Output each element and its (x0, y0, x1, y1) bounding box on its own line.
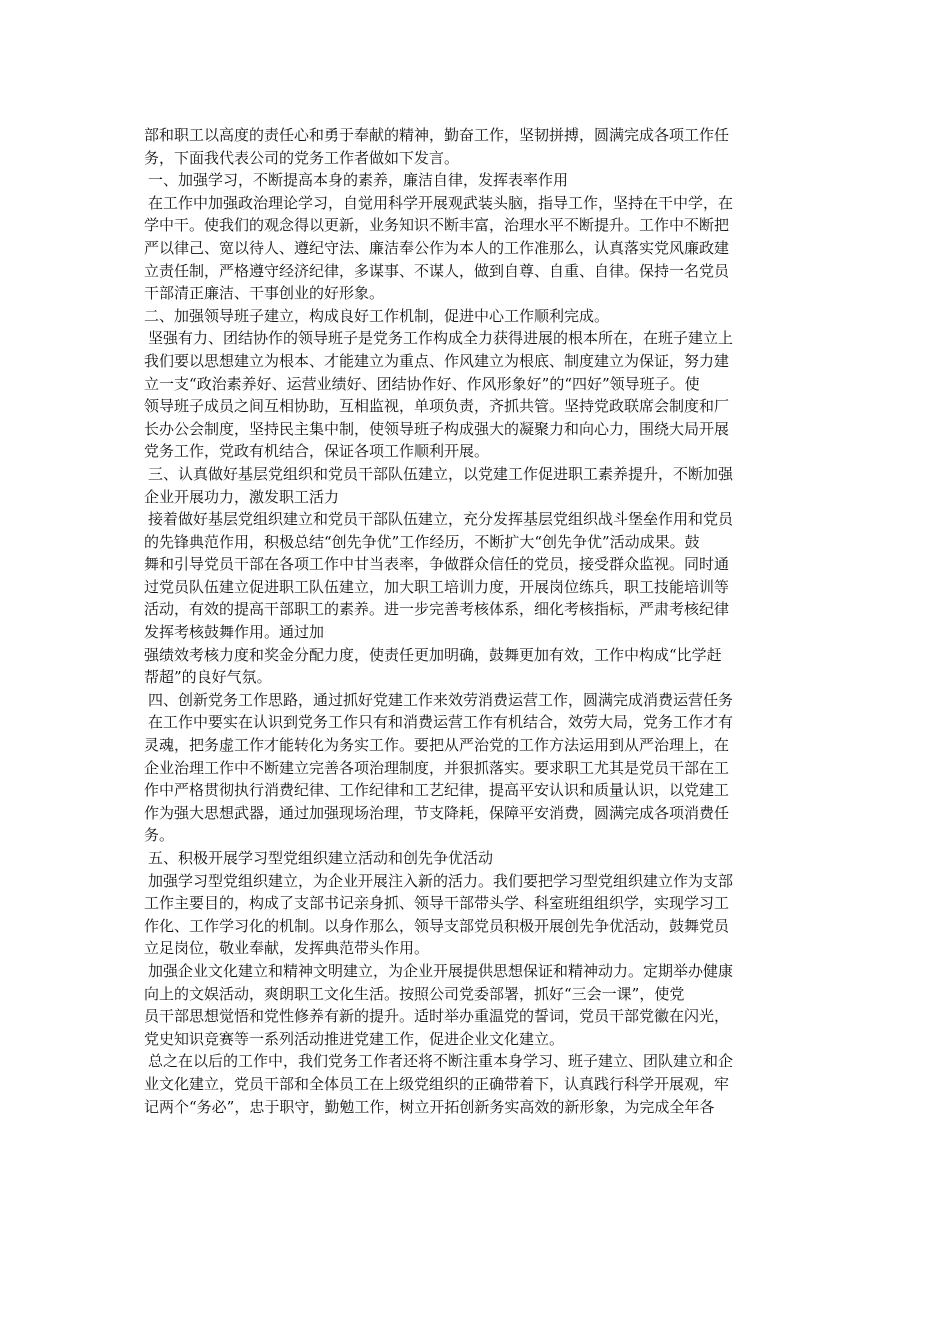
document-body (144, 124, 814, 1118)
text-line: 的先锋典范作用，积极总结“创先争优”工作经历，不断扩大“创先争优”活动成果。鼓 (144, 532, 700, 551)
text-line: 三、认真做好基层党组织和党员干部队伍建立，以党建工作促进职工素养提升，不断加强 (148, 464, 734, 483)
text-line: 活动，有效的提高干部职工的素养。进一步完善考核体系，细化考核指标，严肃考核纪律 (144, 600, 730, 619)
text-line: 立责任制，严格遵守经济纪律，多谋事、不谋人，做到自尊、自重、自律。保持一名党员 (144, 261, 730, 280)
text-line: 干部清正廉洁、干事创业的好形象。 (144, 284, 385, 303)
text-line: 加强学习型党组织建立，为企业开展注入新的活力。我们要把学习型党组织建立作为支部 (148, 871, 734, 890)
text-line: 领导班子成员之间互相协助，互相监视，单项负责，齐抓共管。坚持党政联席会制度和厂 (144, 397, 730, 416)
text-line: 作化、工作学习化的机制。以身作那么，领导支部党员积极开展创先争优活动，鼓舞党员 (144, 916, 730, 935)
text-line: 在工作中要实在认识到党务工作只有和消费运营工作有机结合，效劳大局，党务工作才有 (148, 713, 734, 732)
text-line: 工作主要目的，构成了支部书记亲身抓、领导干部带头学、科室班组组织学，实现学习工 (144, 894, 730, 913)
text-line: 向上的文娱活动，爽朗职工文化生活。按照公司党委部署，抓好“三会一课”，使党 (144, 984, 685, 1003)
text-line: 作中严格贯彻执行消费纪律、工作纪律和工艺纪律，提高平安认识和质量认识，以党建工 (144, 781, 730, 800)
text-line: 立足岗位，敬业奉献，发挥典范带头作用。 (144, 939, 430, 958)
text-line: 四、创新党务工作思路，通过抓好党建工作来效劳消费运营工作，圆满完成消费运营任务 (148, 690, 734, 709)
text-line: 作为强大思想武器，通过加强现场治理，节支降耗，保障平安消费，圆满完成各项消费任 (144, 803, 730, 822)
text-line: 部和职工以高度的责任心和勇于奉献的精神，勤奋工作，坚韧拼搏，圆满完成各项工作任 (144, 126, 730, 144)
text-line: 坚强有力、团结协作的领导班子是党务工作构成全力获得进展的根本所在，在班子建立上 (148, 329, 734, 348)
text-line: 强绩效考核力度和奖金分配力度，使责任更加明确，鼓舞更加有效，工作中构成“比学赶 (144, 645, 722, 664)
text-line: 务。 (144, 826, 175, 845)
text-line: 记两个“务必”，忠于职守，勤勉工作，树立开拓创新务实高效的新形象，为完成全年各 (144, 1097, 715, 1116)
text-line: 业文化建立，党员干部和全体员工在上级党组织的正确带着下，认真践行科学开展观，牢 (144, 1074, 730, 1093)
text-line: 长办公会制度，坚持民主集中制，使领导班子构成强大的凝聚力和向心力，围绕大局开展 (144, 419, 730, 438)
text-line: 灵魂，把务虚工作才能转化为务实工作。要把从严治党的工作方法运用到从严治理上，在 (144, 736, 730, 755)
text-line: 五、积极开展学习型党组织建立活动和创先争优活动 (148, 849, 494, 867)
text-line: 员干部思想觉悟和党性修养有新的提升。适时举办重温党的誓词，党员干部党徽在闪光， (144, 1007, 730, 1026)
text-line: 立一支“政治素养好、运营业绩好、团结协作好、作风形象好”的“四好”领导班子。使 (144, 374, 700, 393)
text-line: 二、加强领导班子建立，构成良好工作机制，促进中心工作顺利完成。 (144, 306, 610, 325)
text-line: 企业开展功力，激发职工活力 (144, 487, 340, 506)
text-line: 加强企业文化建立和精神文明建立，为企业开展提供思想保证和精神动力。定期举办健康 (148, 961, 734, 980)
text-line: 舞和引导党员干部在各项工作中甘当表率，争做群众信任的党员，接受群众监视。同时通 (144, 555, 730, 574)
text-line: 学中干。使我们的观念得以更新，业务知识不断丰富，治理水平不断提升。工作中不断把 (144, 216, 730, 235)
text-line: 在工作中加强政治理论学习，自觉用科学开展观武装头脑，指导工作，坚持在干中学，在 (148, 193, 734, 212)
text-line: 接着做好基层党组织建立和党员干部队伍建立，充分发挥基层党组织战斗堡垒作用和党员 (148, 510, 734, 529)
text-line: 党史知识竞赛等一系列活动推进党建工作，促进企业文化建立。 (144, 1029, 565, 1048)
text-line: 帮超”的良好气氛。 (144, 668, 272, 687)
text-line: 总之在以后的工作中，我们党务工作者还将不断注重本身学习、班子建立、团队建立和企 (148, 1052, 734, 1071)
text-line: 党务工作，党政有机结合，保证各项工作顺利开展。 (144, 442, 490, 461)
text-line: 发挥考核鼓舞作用。通过加 (144, 623, 325, 642)
text-line: 严以律己、宽以待人、遵纪守法、廉洁奉公作为本人的工作准那么，认真落实党风廉政建 (144, 238, 730, 257)
text-line: 企业治理工作中不断建立完善各项治理制度，并狠抓落实。要求职工尤其是党员干部在工 (144, 758, 730, 777)
text-line: 一、加强学习，不断提高本身的素养，廉洁自律，发挥表率作用 (148, 171, 569, 190)
text-line: 过党员队伍建立促进职工队伍建立，加大职工培训力度，开展岗位练兵，职工技能培训等 (144, 577, 730, 596)
text-line: 务，下面我代表公司的党务工作者做如下发言。 (144, 148, 460, 167)
text-line: 我们要以思想建立为根本、才能建立为重点、作风建立为根底、制度建立为保证，努力建 (144, 351, 730, 370)
